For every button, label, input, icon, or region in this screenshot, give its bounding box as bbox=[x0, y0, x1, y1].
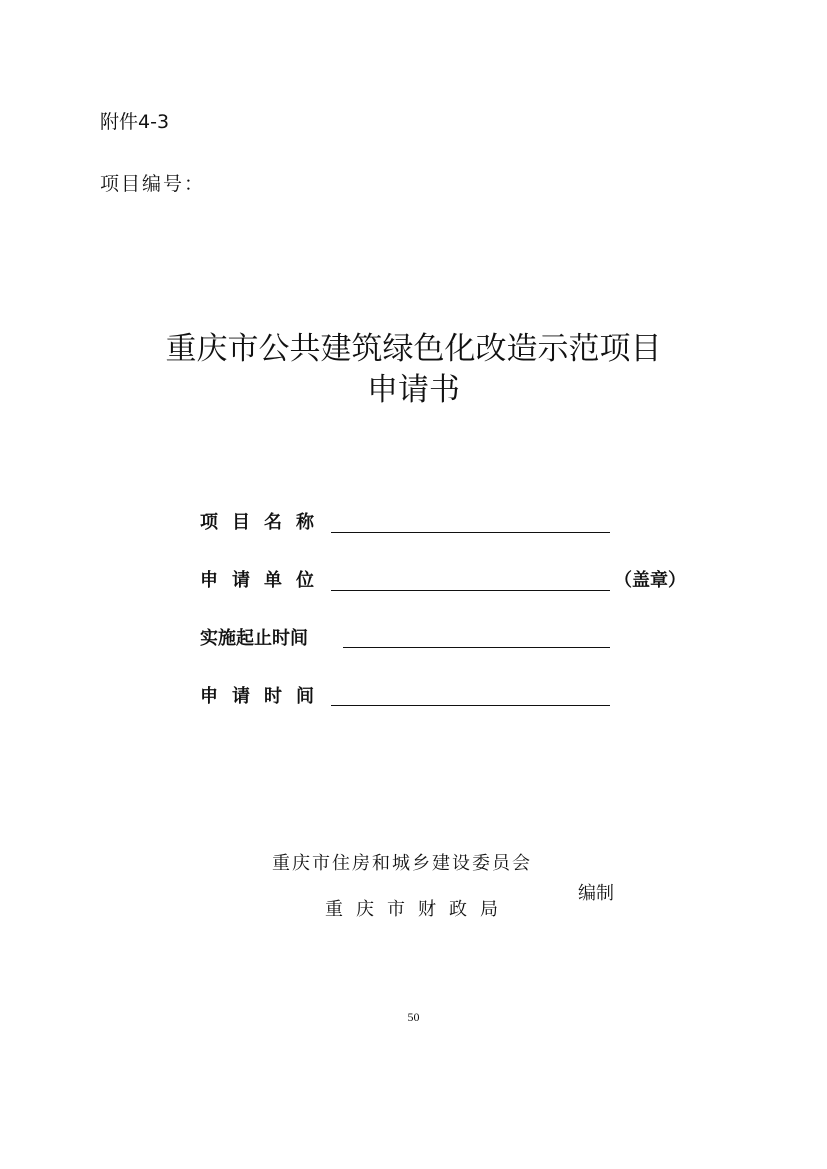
form-row-applicant bbox=[200, 566, 328, 594]
document-subtitle: 申请书 bbox=[367, 372, 460, 408]
page-number: 50 bbox=[407, 1010, 420, 1024]
form-row-apply-date bbox=[200, 682, 328, 710]
compiled-label: 编制 bbox=[578, 883, 614, 904]
period-field[interactable] bbox=[343, 647, 610, 648]
applicant-field[interactable] bbox=[331, 590, 610, 591]
seal-note: （盖章） bbox=[614, 570, 686, 591]
document-title: 重庆市公共建筑绿色化改造示范项目 bbox=[165, 331, 662, 367]
issuing-org-2: 重庆市财政局 bbox=[325, 899, 511, 920]
field-label: 申请单位 bbox=[200, 570, 328, 591]
field-label: 项目名称 bbox=[200, 512, 328, 533]
field-label: 实施起止时间 bbox=[200, 628, 308, 649]
form-row-project-name bbox=[200, 508, 328, 536]
project-name-field[interactable] bbox=[331, 532, 610, 533]
apply-date-field[interactable] bbox=[331, 705, 610, 706]
form-row-period bbox=[200, 624, 308, 652]
attachment-label: 附件4-3 bbox=[100, 111, 170, 133]
project-number-label: 项目编号： bbox=[100, 173, 206, 195]
field-label: 申请时间 bbox=[200, 686, 328, 707]
issuing-org-1: 重庆市住房和城乡建设委员会 bbox=[272, 853, 532, 874]
